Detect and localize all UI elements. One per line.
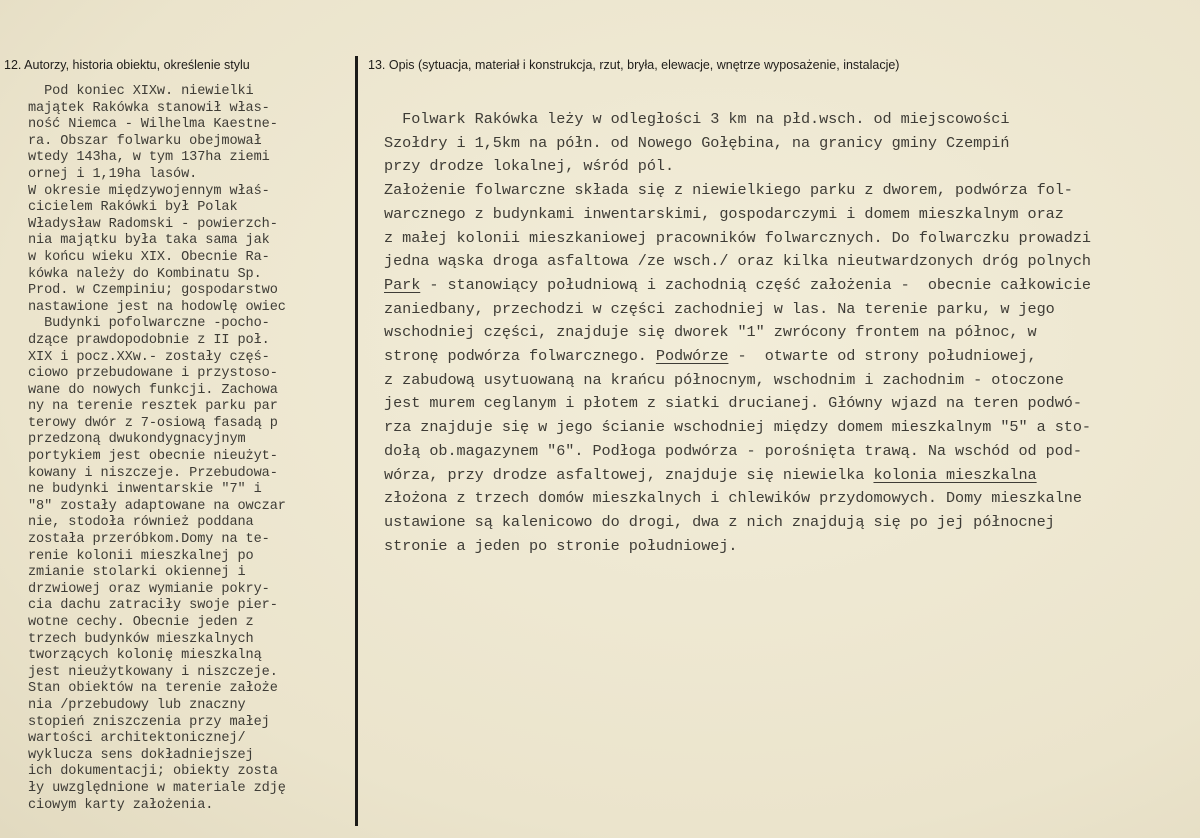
description-text-segment: warcznego z budynkami inwentarskimi, gospodarczymi i domem mieszkalnym oraz [384,204,1064,223]
history-line: tworzących kolonię mieszkalną [28,648,262,664]
history-line: w końcu wieku XIX. Obecnie Ra- [28,249,270,265]
description-line [384,155,1194,179]
history-line: ciowym karty założenia. [28,797,214,813]
history-line: nia /przebudowy lub znaczny [28,697,246,713]
history-line: XIX i pocz.XXw.- zostały częś- [28,349,270,365]
description-text-segment: wórza, przy drodze asfaltowej, znajduje się niewielka [384,465,874,484]
history-text [28,84,358,814]
history-line: ny na terenie resztek parku par [28,399,278,415]
history-line: renie kolonii mieszkalnej po [28,548,254,564]
history-line: ne budynki inwentarskie "7" i [28,482,262,498]
description-text-segment: z zabudową usytuowaną na krańcu północnym, wschodnim i zachodnim - otoczone [384,370,1064,389]
description-line [384,416,1194,440]
description-line [384,227,1194,251]
underlined-term: kolonia mieszkalna [873,465,1037,484]
description-line [384,345,1194,369]
history-line: ły uwzględnione w materiale zdję [28,780,286,796]
description-line [384,535,1194,559]
description-text-segment: jest murem ceglanym i płotem z siatki drucianej. Główny wjazd na teren podwó- [384,394,1082,413]
description-text-segment: stronę podwórza folwarcznego. [384,347,656,366]
history-line: przedzoną dwukondygnacyjnym [28,432,246,448]
history-line: Stan obiektów na terenie założe [28,681,278,697]
history-line: dzące prawdopodobnie z II poł. [28,332,270,348]
description-line [384,108,1194,132]
description-text-segment: złożona z trzech domów mieszkalnych i chlewików przydomowych. Domy mieszkalne [384,489,1082,508]
description-text [384,108,1194,558]
history-line: nastawione jest na hodowlę owiec [28,299,286,315]
description-text-segment: - otwarte od strony południowej, [728,347,1037,366]
description-text-segment: rza znajduje się w jego ścianie wschodniej między domem mieszkalnym "5" a sto- [384,418,1091,437]
description-text-segment: wschodniej części, znajduje się dworek "1" zwrócony frontem na północ, w [384,323,1037,342]
description-line [384,369,1194,393]
history-line: wartości architektonicznej/ [28,731,246,747]
history-line: majątek Rakówka stanowił włas- [28,100,270,116]
history-line: cicielem Rakówki był Polak [28,200,238,216]
description-line [384,321,1194,345]
history-line: nia majątku była taka sama jak [28,233,270,249]
history-line: Budynki pofolwarczne -pocho- [28,316,270,332]
history-line: ich dokumentacji; obiekty zosta [28,764,278,780]
history-line: kowany i niszczeje. Przebudowa- [28,465,278,481]
history-line: portykiem jest obecnie nieużyt- [28,449,278,465]
description-text-segment: przy drodze lokalnej, wśród pól. [384,157,675,176]
history-line: ornej i 1,19ha lasów. [28,166,198,182]
description-text-segment: Założenie folwarczne składa się z niewielkiego parku z dworem, podwórza fol- [384,181,1073,200]
history-line: została przeróbkom.Domy na te- [28,532,270,548]
section-12-heading: 12. Autorzy, historia obiektu, określenie stylu [4,58,250,72]
history-line: kówka należy do Kombinatu Sp. [28,266,262,282]
history-line: ciowo przebudowane i przystoso- [28,366,278,382]
description-text-segment: Folwark Rakówka leży w odległości 3 km na płd.wsch. od miejscowości [384,110,1010,128]
history-line: ra. Obszar folwarku obejmował [28,133,262,149]
history-line: jest nieużytkowany i niszczeje. [28,664,278,680]
description-line [384,440,1194,464]
history-line: trzech budynków mieszkalnych [28,631,254,647]
description-line [384,132,1194,156]
history-line: stopień zniszczenia przy małej [28,714,270,730]
description-line [384,511,1194,535]
section-13-heading: 13. Opis (sytuacja, materiał i konstrukcja, rzut, bryła, elewacje, wnętrze wyposażenie, instalacje) [368,58,900,72]
history-line: wotne cechy. Obecnie jeden z [28,615,254,630]
history-line: W okresie międzywojennym właś- [28,183,270,199]
description-line [384,203,1194,227]
description-text-segment: z małej kolonii mieszkaniowej pracowników folwarcznych. Do folwarczku prowadzi [384,228,1091,247]
history-line: Władysław Radomski - powierzch- [28,216,278,232]
history-line: nie, stodoła również poddana [28,515,254,531]
description-text-segment: stronie a jeden po stronie południowej. [384,536,738,555]
history-line: "8" zostały adaptowane na owczar [28,498,286,514]
history-line: wtedy 143ha, w tym 137ha ziemi [28,150,270,166]
history-line: wane do nowych funkcji. Zachowa [28,382,278,398]
description-text-segment: Szołdry i 1,5km na półn. od Nowego Gołębina, na granicy gminy Czempiń [384,133,1010,152]
history-line: drzwiowej oraz wymianie pokry- [28,581,270,597]
description-line [384,250,1194,274]
description-line [384,464,1194,488]
history-line: zmianie stolarki okiennej i [28,565,246,581]
history-line: Prod. w Czempiniu; gospodarstwo [28,283,278,299]
description-text-segment: dołą ob.magazynem "6". Podłoga podwórza - porośnięta trawą. Na wschód od pod- [384,441,1082,460]
history-line: cia dachu zatraciły swoje pier- [28,598,278,614]
description-text-segment: jedna wąska droga asfaltowa /ze wsch./ oraz kilka nieutwardzonych dróg polnych [384,252,1091,271]
history-line: ność Niemca - Wilhelma Kaestne- [28,117,278,133]
history-line: terowy dwór z 7-osiową fasadą p [28,415,278,431]
description-line [384,274,1194,298]
underlined-term: Park [384,275,421,294]
description-text-segment: zaniedbany, przechodzi w części zachodniej w las. Na terenie parku, w jego [384,299,1055,318]
description-line [384,392,1194,416]
description-line [384,179,1194,203]
description-line [384,298,1194,322]
description-text-segment: - stanowiący południową i zachodnią część założenia - obecnie całkowicie [420,275,1092,294]
history-line: wyklucza sens dokładniejszej [28,747,254,763]
underlined-term: Podwórze [655,347,729,366]
description-line [384,487,1194,511]
description-text-segment: ustawione są kalenicowo do drogi, dwa z nich znajdują się po jej północnej [384,512,1055,531]
history-line: Pod koniec XIXw. niewielki [28,84,254,99]
